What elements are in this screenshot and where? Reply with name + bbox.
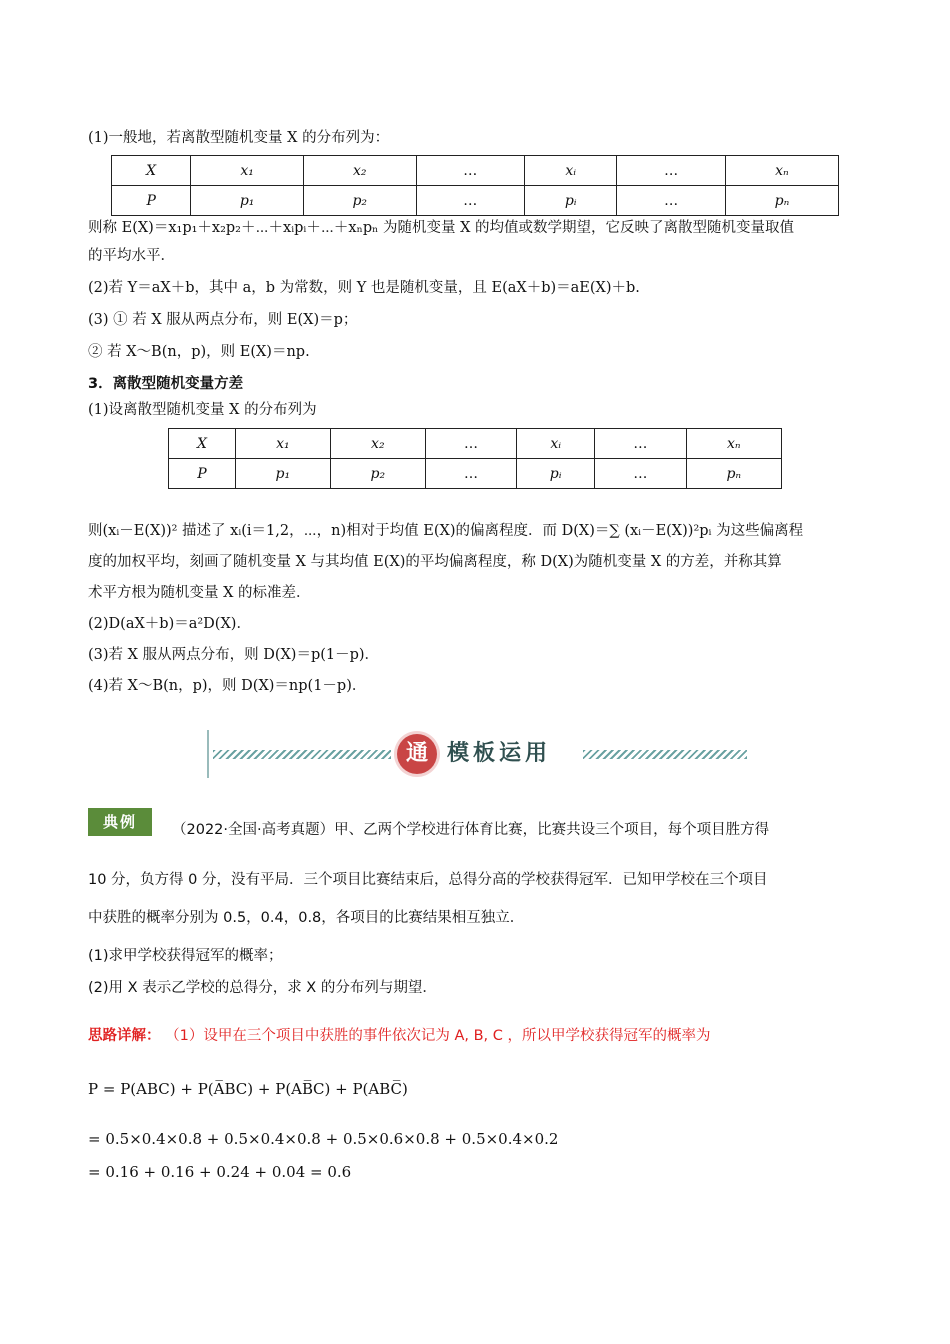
- variance-description: 则(xᵢ－E(X))² 描述了 xᵢ(i＝1,2，⋯，n)相对于均值 E(X)的偏离程度．而 D(X)＝∑ (xᵢ－E(X))²pᵢ 为这些偏离程: [88, 523, 804, 539]
- variance-description-end: 术平方根为随机变量 X 的标准差．: [88, 585, 311, 601]
- table-cell: …: [617, 186, 725, 216]
- variance-description-cont: 度的加权平均，刻画了随机变量 X 与其均值 E(X)的平均偏离程度，称 D(X)为随机变量 X 的方差，并称其算: [88, 554, 782, 570]
- table-cell: pₙ: [686, 459, 781, 489]
- expectation-definition: 则称 E(X)＝x₁p₁＋x₂p₂＋⋯＋xᵢpᵢ＋⋯＋xₙpₙ 为随机变量 X 的均值或数学期望，它反映了离散型随机变量取值: [88, 220, 795, 236]
- table-cell: x₁: [235, 429, 330, 459]
- solution-text: （1）设甲在三个项目中获胜的事件依次记为 A, B, C ，所以甲学校获得冠军的概率为: [165, 1028, 711, 1044]
- table-row: [169, 429, 782, 459]
- table-cell: xₙ: [686, 429, 781, 459]
- banner-edge: [207, 730, 209, 778]
- binomial-expectation: ② 若 X～B(n，p)，则 E(X)＝np.: [88, 344, 310, 360]
- linearity-property: (2)若 Y＝aX＋b，其中 a，b 为常数，则 Y 也是随机变量，且 E(aX＋b)＝aE(X)＋b.: [88, 280, 640, 296]
- question-1: (1)求甲学校获得冠军的概率；: [88, 948, 283, 964]
- distribution-table: [111, 155, 839, 216]
- table-cell: X: [169, 429, 236, 459]
- table-cell: x₁: [191, 156, 304, 186]
- example-line-3: 中获胜的概率分别为 0.5，0.4，0.8，各项目的比赛结果相互独立．: [88, 910, 525, 926]
- table-cell: xₙ: [725, 156, 838, 186]
- expectation-definition-cont: 的平均水平．: [88, 248, 175, 264]
- table-cell: xᵢ: [525, 156, 617, 186]
- table-cell: p₂: [330, 459, 425, 489]
- table-cell: p₂: [303, 186, 416, 216]
- variance-linearity: (2)D(aX＋b)＝a²D(X)．: [88, 616, 251, 632]
- table-cell: P: [169, 459, 236, 489]
- table-cell: …: [416, 186, 524, 216]
- question-2: (2)用 X 表示乙学校的总得分，求 X 的分布列与期望．: [88, 980, 437, 996]
- table-cell: …: [425, 429, 516, 459]
- example-line-1: （2022·全国·高考真题）甲、乙两个学校进行体育比赛，比赛共设三个项目，每个项目胜方得: [172, 822, 770, 838]
- table-row: [169, 459, 782, 489]
- equation-3: = 0.16 + 0.16 + 0.24 + 0.04 = 0.6: [88, 1163, 352, 1181]
- table-cell: pᵢ: [525, 186, 617, 216]
- table-cell: xᵢ: [517, 429, 595, 459]
- table-cell: x₂: [303, 156, 416, 186]
- table-cell: …: [595, 459, 686, 489]
- banner-stripe-left: [213, 750, 391, 759]
- binomial-variance: (4)若 X～B(n，p)，则 D(X)＝np(1－p)．: [88, 678, 367, 694]
- variance-intro: (1)设离散型随机变量 X 的分布列为: [88, 402, 317, 418]
- table-cell: pᵢ: [517, 459, 595, 489]
- table-cell: pₙ: [725, 186, 838, 216]
- solution-line: [88, 1024, 710, 1045]
- banner-title: 模板运用: [447, 741, 552, 766]
- table-cell: …: [425, 459, 516, 489]
- table-cell: …: [617, 156, 725, 186]
- table-cell: …: [595, 429, 686, 459]
- section-heading: 3．离散型随机变量方差: [88, 376, 244, 392]
- table-row: [112, 186, 839, 216]
- table-cell: p₁: [235, 459, 330, 489]
- example-line-2: 10 分，负方得 0 分，没有平局．三个项目比赛结束后，总得分高的学校获得冠军．已知甲学校在三个项目: [88, 872, 768, 888]
- badge-icon: 通: [397, 734, 437, 774]
- banner-stripe-right: [583, 750, 747, 759]
- table-cell: X: [112, 156, 191, 186]
- equation-2: = 0.5×0.4×0.8 + 0.5×0.4×0.8 + 0.5×0.6×0.8 + 0.5×0.4×0.2: [88, 1130, 559, 1148]
- table-cell: P: [112, 186, 191, 216]
- example-tag: 典例: [88, 808, 152, 836]
- table-cell: x₂: [330, 429, 425, 459]
- table-cell: p₁: [191, 186, 304, 216]
- variance-distribution-table: [168, 428, 782, 489]
- two-point-expectation: (3) ① 若 X 服从两点分布，则 E(X)＝p；: [88, 312, 358, 328]
- two-point-variance: (3)若 X 服从两点分布，则 D(X)＝p(1－p)．: [88, 647, 380, 663]
- template-banner: [207, 730, 747, 778]
- dist-intro: (1)一般地，若离散型随机变量 X 的分布列为：: [88, 130, 390, 146]
- solution-label: 思路详解：: [88, 1028, 161, 1044]
- equation-1: P = P(ABC) + P(A̅BC) + P(AB̅C) + P(ABC̅): [88, 1080, 408, 1098]
- table-cell: …: [416, 156, 524, 186]
- table-row: [112, 156, 839, 186]
